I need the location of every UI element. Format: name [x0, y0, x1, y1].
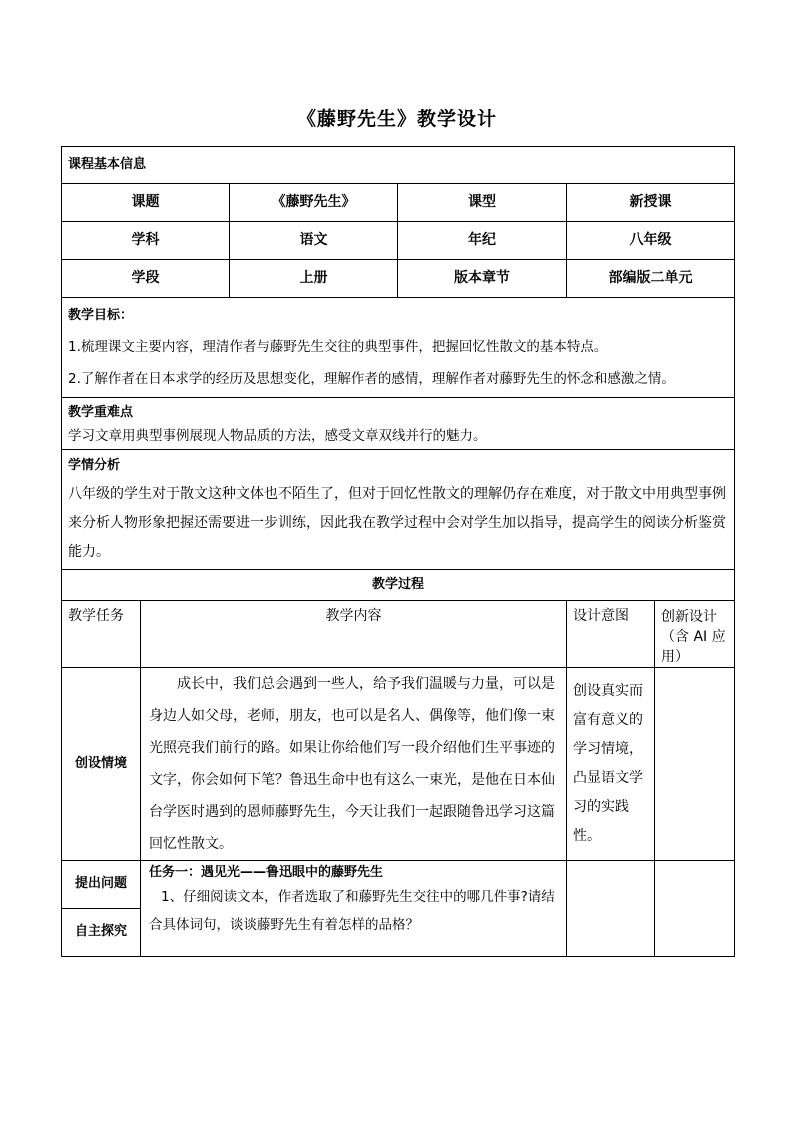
objective-2: 2.了解作者在日本求学的经历及思想变化，理解作者的感情，理解作者对藤野先生的怀念和感激之情。 [68, 370, 675, 387]
student-analysis-text: 八年级的学生对于散文这种文体也不陌生了，但对于回忆性散文的理解仍存在难度，对于散文中用典型事例来分析人物形象把握还需要进一步训练，因此我在教学过程中会对学生加以指导，提高学生的阅读分析鉴赏能力。 [68, 486, 726, 560]
document-title: 《藤野先生》教学设计 [296, 108, 497, 130]
label-subject: 学科 [62, 222, 230, 260]
col-header-task: 教学任务 [62, 601, 141, 668]
value-subject: 语文 [230, 222, 398, 260]
label-topic: 课题 [62, 184, 230, 222]
objective-1: 1.梳理课文主要内容，理清作者与藤野先生交往的典型事件，把握回忆性散文的基本特点。 [68, 338, 608, 355]
col-header-intent: 设计意图 [567, 601, 655, 668]
content-situation: 成长中，我们总会遇到一些人，给予我们温暖与力量，可以是身边人如父母，老师，朋友，也可以是名人、偶像等，他们像一束光照亮我们前行的路。如果让你给他们写一段介绍他们生平事迹的文字，你会如何下笔？鲁迅生命中也有这么一束光，是他在日本仙台学医时遇到的恩师藤野先生，今天让我们一起跟随鲁迅学习这篇回忆性散文。 [149, 676, 555, 852]
content-question-cell [141, 861, 567, 957]
task-question: 提出问题 [62, 861, 141, 909]
value-grade: 八年级 [567, 222, 735, 260]
student-analysis-header: 学情分析 [68, 458, 121, 473]
value-edition-chapter: 部编版二单元 [567, 260, 735, 298]
label-term: 学段 [62, 260, 230, 298]
task1-question: 1、仔细阅读文本，作者选取了和藤野先生交往中的哪几件事?请结合具体词句，谈谈藤野先生有着怎样的品格？ [149, 889, 555, 933]
innovation-question [655, 861, 735, 957]
intent-question [567, 861, 655, 957]
task-explore: 自主探究 [62, 909, 141, 957]
label-edition-chapter: 版本章节 [398, 260, 567, 298]
key-points-cell [62, 398, 735, 450]
content-situation-cell [141, 668, 567, 861]
key-points-text: 学习文章用典型事例展现人物品质的方法，感受文章双线并行的魅力。 [68, 427, 487, 444]
process-header: 教学过程 [62, 570, 735, 601]
objectives-header: 教学目标： [68, 307, 134, 323]
col-header-innovation: 创新设计（含 AI 应用） [655, 601, 735, 668]
basic-info-header: 课程基本信息 [62, 147, 735, 184]
col-header-content: 教学内容 [141, 601, 567, 668]
value-lesson-type: 新授课 [567, 184, 735, 222]
value-topic: 《藤野先生》 [230, 184, 398, 222]
key-points-header: 教学重难点 [68, 404, 134, 420]
objectives-cell [62, 298, 735, 398]
student-analysis-cell [62, 450, 735, 570]
label-grade: 年纪 [398, 222, 567, 260]
intent-situation: 创设真实而富有意义的学习情境，凸显语文学习的实践性。 [567, 668, 655, 861]
value-term: 上册 [230, 260, 398, 298]
innovation-situation [655, 668, 735, 861]
task1-title: 任务一：遇见光——鲁迅眼中的藤野先生 [149, 865, 384, 880]
label-lesson-type: 课型 [398, 184, 567, 222]
lesson-plan-table [61, 146, 735, 957]
task-situation: 创设情境 [62, 668, 141, 861]
